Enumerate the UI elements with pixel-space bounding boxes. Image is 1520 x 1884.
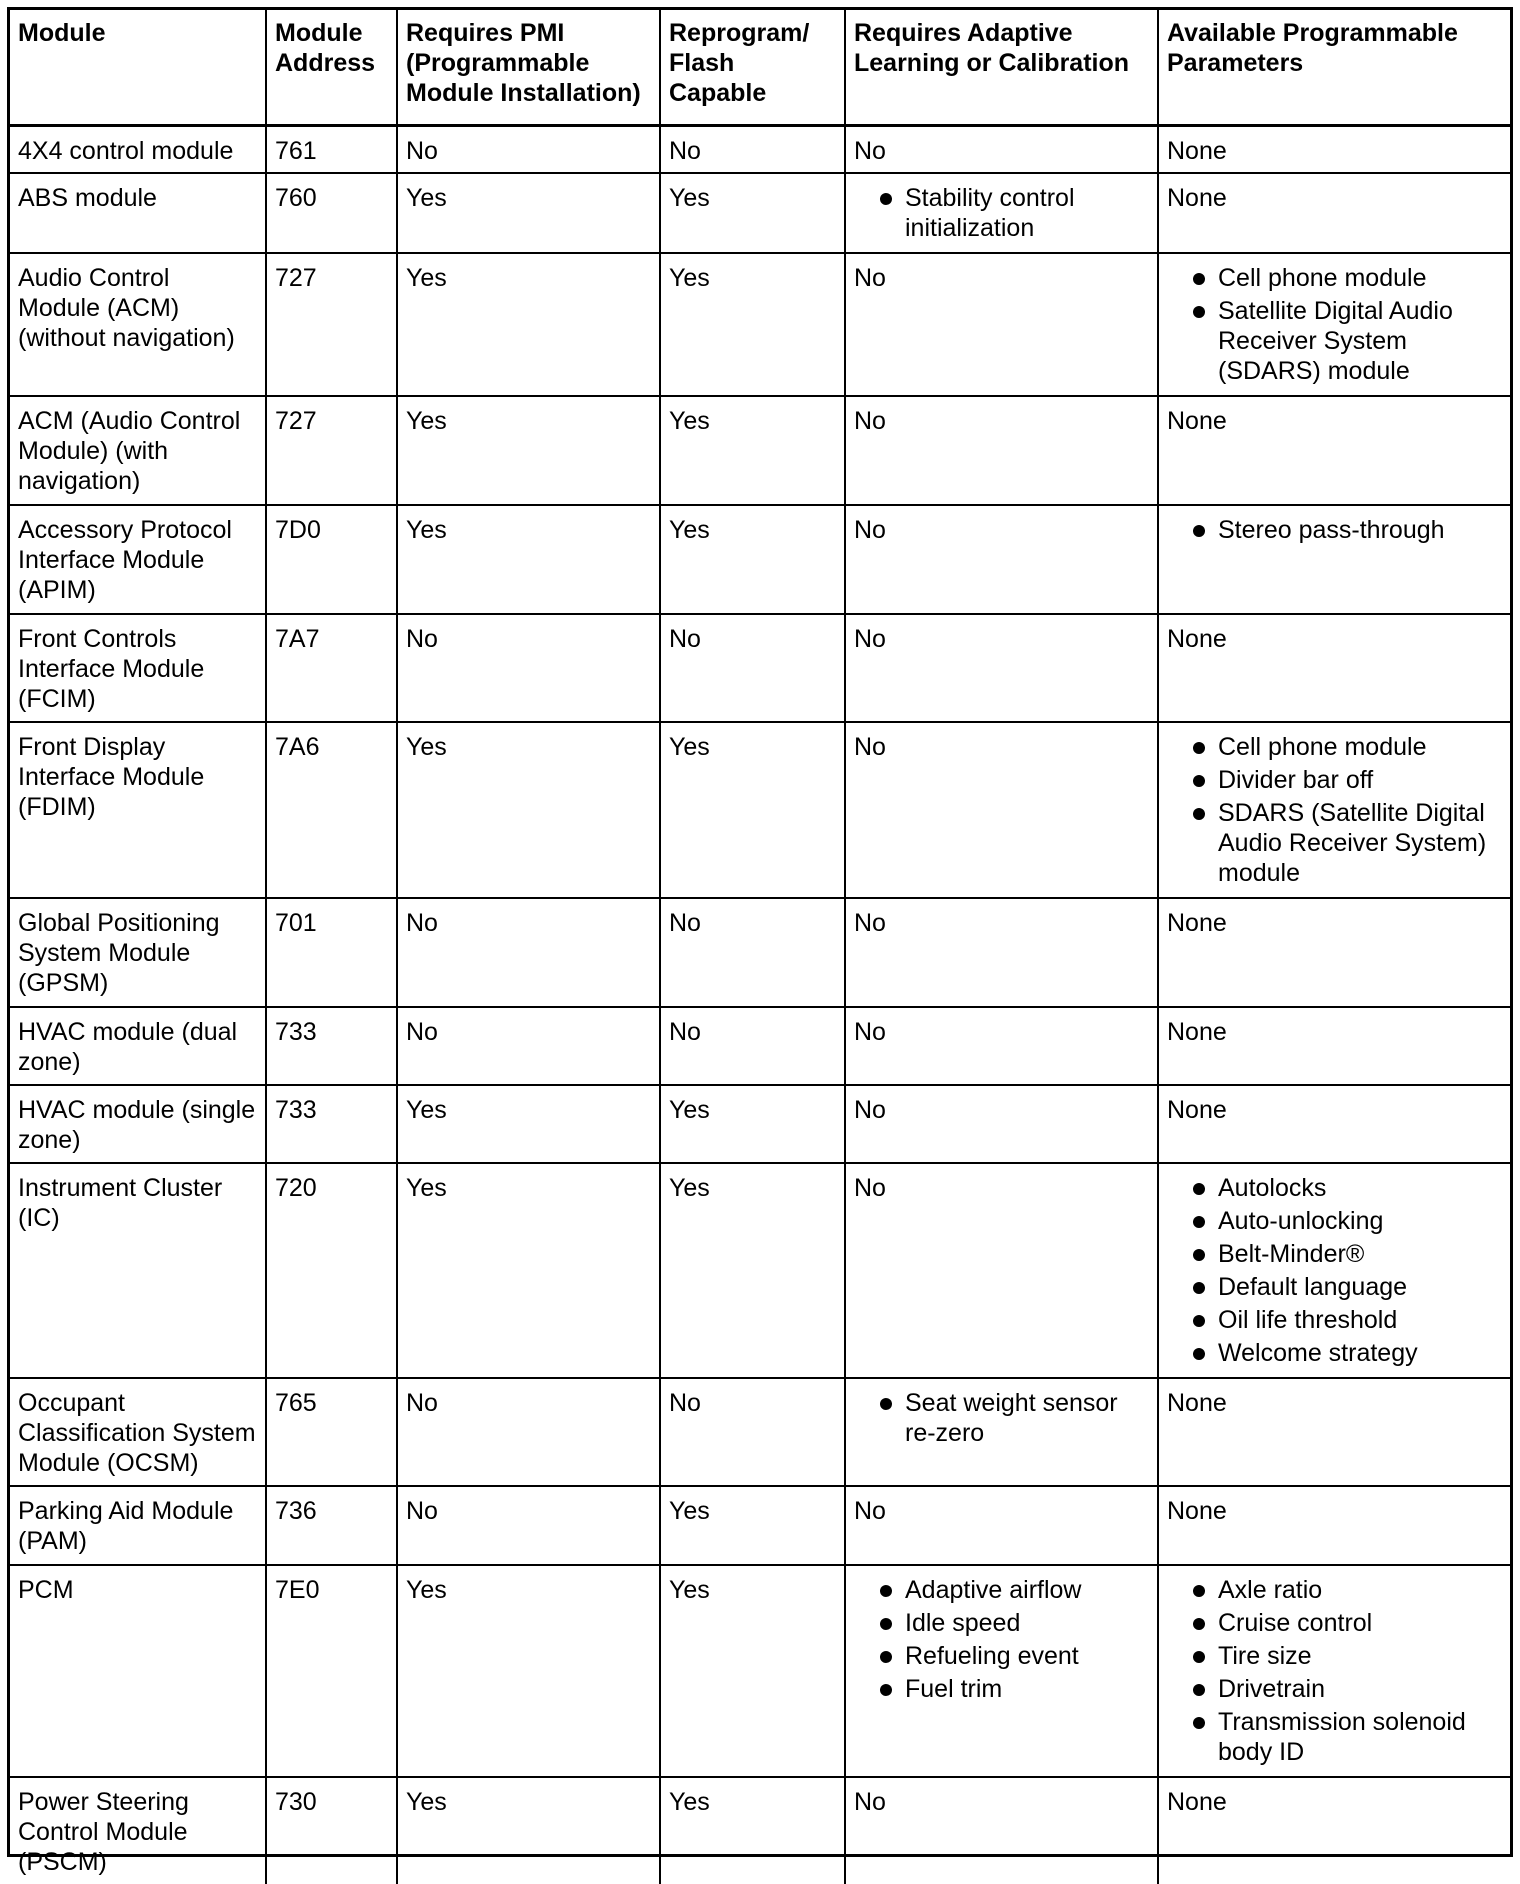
table-row	[10, 614, 1510, 722]
cell-requires-pmi-text: Yes	[406, 733, 447, 761]
cell-programmable-parameters-list	[1167, 1173, 1502, 1368]
cell-module	[10, 1378, 266, 1486]
cell-adaptive-learning-text: No	[854, 909, 886, 937]
header-module-address: Module Address	[266, 10, 397, 125]
cell-module	[10, 505, 266, 614]
cell-requires-pmi-text: No	[406, 1389, 438, 1417]
cell-flash-capable	[660, 1163, 845, 1378]
bullet-item: Stability control initialization	[854, 183, 1149, 243]
bullet-item: Cruise control	[1167, 1608, 1502, 1638]
cell-requires-pmi	[397, 1085, 660, 1163]
cell-programmable-parameters	[1158, 1565, 1510, 1777]
cell-module-text: Front Controls Interface Module (FCIM)	[18, 625, 205, 713]
cell-address	[266, 898, 397, 1007]
cell-address-text: 736	[275, 1497, 317, 1525]
cell-requires-pmi	[397, 1007, 660, 1085]
table-row	[10, 396, 1510, 505]
cell-adaptive-learning-text: No	[854, 1096, 886, 1124]
cell-flash-capable-text: Yes	[669, 733, 710, 761]
cell-programmable-parameters-text: None	[1167, 1096, 1227, 1124]
cell-adaptive-learning-text: No	[854, 1018, 886, 1046]
cell-requires-pmi	[397, 253, 660, 396]
cell-flash-capable	[660, 1085, 845, 1163]
cell-module	[10, 614, 266, 722]
cell-adaptive-learning-list	[854, 183, 1149, 243]
cell-requires-pmi-text: No	[406, 1497, 438, 1525]
bullet-item: Cell phone module	[1167, 732, 1502, 762]
cell-requires-pmi	[397, 722, 660, 898]
cell-adaptive-learning-text: No	[854, 407, 886, 435]
table-row	[10, 1085, 1510, 1163]
cell-module	[10, 173, 266, 253]
bullet-item: Divider bar off	[1167, 765, 1502, 795]
cell-programmable-parameters-text: None	[1167, 407, 1227, 435]
cell-adaptive-learning	[845, 1007, 1158, 1085]
cell-flash-capable	[660, 1378, 845, 1486]
cell-flash-capable	[660, 1777, 845, 1884]
cell-requires-pmi	[397, 1163, 660, 1378]
cell-requires-pmi	[397, 1565, 660, 1777]
cell-programmable-parameters	[1158, 1378, 1510, 1486]
cell-address	[266, 722, 397, 898]
cell-address	[266, 173, 397, 253]
cell-adaptive-learning-text: No	[854, 1788, 886, 1816]
cell-address	[266, 1777, 397, 1884]
table-row	[10, 1007, 1510, 1085]
cell-requires-pmi	[397, 1486, 660, 1565]
bullet-item: SDARS (Satellite Digital Audio Receiver System) module	[1167, 798, 1502, 888]
cell-address-text: 760	[275, 184, 317, 212]
cell-module-text: Parking Aid Module (PAM)	[18, 1497, 234, 1555]
cell-flash-capable-text: No	[669, 909, 701, 937]
cell-programmable-parameters	[1158, 1085, 1510, 1163]
cell-module-text: Power Steering Control Module (PSCM)	[18, 1788, 189, 1876]
cell-module	[10, 1777, 266, 1884]
cell-flash-capable-text: Yes	[669, 1174, 710, 1202]
bullet-item: Adaptive airflow	[854, 1575, 1149, 1605]
cell-flash-capable	[660, 505, 845, 614]
cell-flash-capable	[660, 253, 845, 396]
cell-flash-capable	[660, 898, 845, 1007]
cell-adaptive-learning	[845, 505, 1158, 614]
cell-address-text: 7E0	[275, 1576, 320, 1604]
cell-address	[266, 1378, 397, 1486]
bullet-item: Default language	[1167, 1272, 1502, 1302]
cell-programmable-parameters-text: None	[1167, 184, 1227, 212]
cell-requires-pmi-text: No	[406, 909, 438, 937]
cell-requires-pmi	[397, 1777, 660, 1884]
cell-adaptive-learning	[845, 1777, 1158, 1884]
cell-address	[266, 1007, 397, 1085]
cell-module	[10, 898, 266, 1007]
cell-address-text: 761	[275, 136, 317, 165]
cell-requires-pmi-text: Yes	[406, 516, 447, 544]
bullet-item: Seat weight sensor re-zero	[854, 1388, 1149, 1448]
cell-flash-capable-text: Yes	[669, 1096, 710, 1124]
cell-programmable-parameters	[1158, 396, 1510, 505]
cell-address	[266, 1565, 397, 1777]
table-row	[10, 1565, 1510, 1777]
cell-flash-capable-text: Yes	[669, 1497, 710, 1525]
bullet-item: Welcome strategy	[1167, 1338, 1502, 1368]
cell-flash-capable-text: No	[669, 1018, 701, 1046]
table-row	[10, 898, 1510, 1007]
cell-requires-pmi	[397, 614, 660, 722]
cell-module-text: PCM	[18, 1576, 74, 1604]
cell-programmable-parameters-text: None	[1167, 625, 1227, 653]
cell-programmable-parameters-text: None	[1167, 1497, 1227, 1525]
cell-module	[10, 722, 266, 898]
table-row	[10, 722, 1510, 898]
cell-flash-capable-text: Yes	[669, 407, 710, 435]
cell-address	[266, 614, 397, 722]
table-row	[10, 1777, 1510, 1884]
cell-requires-pmi-text: No	[406, 625, 438, 653]
cell-module-text: Accessory Protocol Interface Module (APIM)	[18, 516, 232, 604]
cell-module	[10, 396, 266, 505]
cell-programmable-parameters	[1158, 253, 1510, 396]
cell-module	[10, 1007, 266, 1085]
cell-address	[266, 1085, 397, 1163]
cell-requires-pmi-text: Yes	[406, 184, 447, 212]
cell-flash-capable	[660, 1486, 845, 1565]
cell-module-text: ACM (Audio Control Module) (with navigation)	[18, 407, 241, 495]
cell-adaptive-learning	[845, 173, 1158, 253]
bullet-item: Oil life threshold	[1167, 1305, 1502, 1335]
bullet-item: Stereo pass-through	[1167, 515, 1502, 545]
cell-address-text: 701	[275, 909, 317, 937]
cell-requires-pmi-text: Yes	[406, 1788, 447, 1816]
cell-adaptive-learning-text: No	[854, 516, 886, 544]
cell-requires-pmi	[397, 898, 660, 1007]
cell-module	[10, 253, 266, 396]
header-programmable-parameters: Available Programmable Parameters	[1158, 10, 1510, 125]
cell-programmable-parameters-text: None	[1167, 136, 1227, 165]
header-module: Module	[10, 10, 266, 125]
cell-address-text: 730	[275, 1788, 317, 1816]
table-row	[10, 125, 1510, 173]
cell-flash-capable	[660, 125, 845, 173]
cell-programmable-parameters	[1158, 125, 1510, 173]
cell-programmable-parameters-list	[1167, 1575, 1502, 1767]
bullet-item: Fuel trim	[854, 1674, 1149, 1704]
cell-programmable-parameters	[1158, 173, 1510, 253]
table-body	[10, 125, 1510, 1884]
header-requires-pmi: Requires PMI (Programmable Module Installation)	[397, 10, 660, 125]
header-adaptive-learning: Requires Adaptive Learning or Calibration	[845, 10, 1158, 125]
cell-adaptive-learning	[845, 898, 1158, 1007]
cell-address-text: 765	[275, 1389, 317, 1417]
cell-module	[10, 1565, 266, 1777]
cell-flash-capable-text: No	[669, 1389, 701, 1417]
cell-flash-capable	[660, 722, 845, 898]
cell-requires-pmi-text: No	[406, 1018, 438, 1046]
cell-programmable-parameters-text: None	[1167, 1389, 1227, 1417]
cell-adaptive-learning-text: No	[854, 264, 886, 292]
cell-address-text: 7A6	[275, 733, 320, 761]
bullet-item: Axle ratio	[1167, 1575, 1502, 1605]
cell-adaptive-learning	[845, 1085, 1158, 1163]
cell-programmable-parameters	[1158, 1163, 1510, 1378]
cell-module-text: ABS module	[18, 184, 157, 212]
cell-programmable-parameters	[1158, 898, 1510, 1007]
cell-flash-capable	[660, 173, 845, 253]
table-row	[10, 505, 1510, 614]
cell-adaptive-learning-text: No	[854, 733, 886, 761]
cell-flash-capable	[660, 396, 845, 505]
cell-flash-capable	[660, 614, 845, 722]
cell-programmable-parameters-text: None	[1167, 909, 1227, 937]
cell-adaptive-learning-text: No	[854, 625, 886, 653]
cell-flash-capable	[660, 1565, 845, 1777]
table-row	[10, 1378, 1510, 1486]
cell-requires-pmi	[397, 505, 660, 614]
cell-module	[10, 1486, 266, 1565]
cell-requires-pmi	[397, 125, 660, 173]
cell-requires-pmi	[397, 396, 660, 505]
table-row	[10, 1163, 1510, 1378]
cell-adaptive-learning	[845, 614, 1158, 722]
cell-programmable-parameters-text: None	[1167, 1788, 1227, 1816]
bullet-item: Refueling event	[854, 1641, 1149, 1671]
bullet-item: Drivetrain	[1167, 1674, 1502, 1704]
table-row	[10, 173, 1510, 253]
cell-address	[266, 1163, 397, 1378]
cell-flash-capable-text: Yes	[669, 184, 710, 212]
bullet-item: Tire size	[1167, 1641, 1502, 1671]
cell-address-text: 7D0	[275, 516, 321, 544]
cell-address-text: 727	[275, 407, 317, 435]
cell-requires-pmi-text: Yes	[406, 1576, 447, 1604]
cell-address	[266, 1486, 397, 1565]
cell-requires-pmi-text: Yes	[406, 264, 447, 292]
bullet-item: Belt-Minder®	[1167, 1239, 1502, 1269]
cell-requires-pmi	[397, 1378, 660, 1486]
cell-adaptive-learning-list	[854, 1388, 1149, 1448]
cell-programmable-parameters	[1158, 722, 1510, 898]
cell-adaptive-learning	[845, 1378, 1158, 1486]
cell-address-text: 720	[275, 1174, 317, 1202]
cell-flash-capable-text: Yes	[669, 1788, 710, 1816]
cell-address-text: 7A7	[275, 625, 320, 653]
cell-adaptive-learning-text: No	[854, 1497, 886, 1525]
cell-requires-pmi-text: Yes	[406, 1174, 447, 1202]
cell-adaptive-learning-text: No	[854, 1174, 886, 1202]
bullet-item: Idle speed	[854, 1608, 1149, 1638]
cell-adaptive-learning-text: No	[854, 136, 886, 165]
cell-module-text: HVAC module (single zone)	[18, 1096, 256, 1154]
cell-flash-capable-text: No	[669, 625, 701, 653]
cell-address-text: 733	[275, 1096, 317, 1124]
bullet-item: Transmission solenoid body ID	[1167, 1707, 1502, 1767]
module-table-frame	[7, 7, 1513, 1876]
bullet-item: Satellite Digital Audio Receiver System (SDARS) module	[1167, 296, 1502, 386]
cell-module-text: Front Display Interface Module (FDIM)	[18, 733, 205, 821]
cell-address	[266, 396, 397, 505]
cell-requires-pmi	[397, 173, 660, 253]
cell-flash-capable-text: Yes	[669, 1576, 710, 1604]
cell-adaptive-learning	[845, 1486, 1158, 1565]
bullet-item: Autolocks	[1167, 1173, 1502, 1203]
cell-flash-capable-text: No	[669, 136, 701, 165]
cell-programmable-parameters	[1158, 1486, 1510, 1565]
cell-programmable-parameters	[1158, 614, 1510, 722]
cell-module-text: HVAC module (dual zone)	[18, 1018, 238, 1076]
cell-requires-pmi-text: Yes	[406, 1096, 447, 1124]
cell-flash-capable-text: Yes	[669, 264, 710, 292]
cell-module-text: Audio Control Module (ACM) (without navigation)	[18, 264, 235, 352]
cell-flash-capable-text: Yes	[669, 516, 710, 544]
cell-module	[10, 1085, 266, 1163]
cell-address-text: 733	[275, 1018, 317, 1046]
module-programming-table	[10, 10, 1510, 1884]
cell-programmable-parameters	[1158, 1777, 1510, 1884]
table-row	[10, 253, 1510, 396]
bullet-item: Cell phone module	[1167, 263, 1502, 293]
cell-module-text: Instrument Cluster (IC)	[18, 1174, 223, 1232]
header-row	[10, 10, 1510, 125]
cell-adaptive-learning	[845, 722, 1158, 898]
cell-adaptive-learning-list	[854, 1575, 1149, 1704]
cell-programmable-parameters-list	[1167, 732, 1502, 888]
cell-programmable-parameters-text: None	[1167, 1018, 1227, 1046]
cell-programmable-parameters	[1158, 505, 1510, 614]
table-row	[10, 1486, 1510, 1565]
cell-requires-pmi-text: No	[406, 136, 438, 165]
cell-programmable-parameters-list	[1167, 263, 1502, 386]
cell-address	[266, 253, 397, 396]
cell-module	[10, 1163, 266, 1378]
cell-module-text: 4X4 control module	[18, 136, 234, 165]
cell-address	[266, 125, 397, 173]
cell-flash-capable	[660, 1007, 845, 1085]
cell-requires-pmi-text: Yes	[406, 407, 447, 435]
cell-address-text: 727	[275, 264, 317, 292]
cell-module-text: Global Positioning System Module (GPSM)	[18, 909, 220, 997]
cell-adaptive-learning	[845, 253, 1158, 396]
cell-programmable-parameters	[1158, 1007, 1510, 1085]
cell-adaptive-learning	[845, 125, 1158, 173]
cell-adaptive-learning	[845, 1565, 1158, 1777]
cell-module-text: Occupant Classification System Module (OCSM)	[18, 1389, 256, 1477]
cell-module	[10, 125, 266, 173]
header-reprogram-flash: Reprogram/ Flash Capable	[660, 10, 845, 125]
cell-programmable-parameters-list	[1167, 515, 1502, 545]
cell-address	[266, 505, 397, 614]
bullet-item: Auto-unlocking	[1167, 1206, 1502, 1236]
cell-adaptive-learning	[845, 396, 1158, 505]
cell-adaptive-learning	[845, 1163, 1158, 1378]
